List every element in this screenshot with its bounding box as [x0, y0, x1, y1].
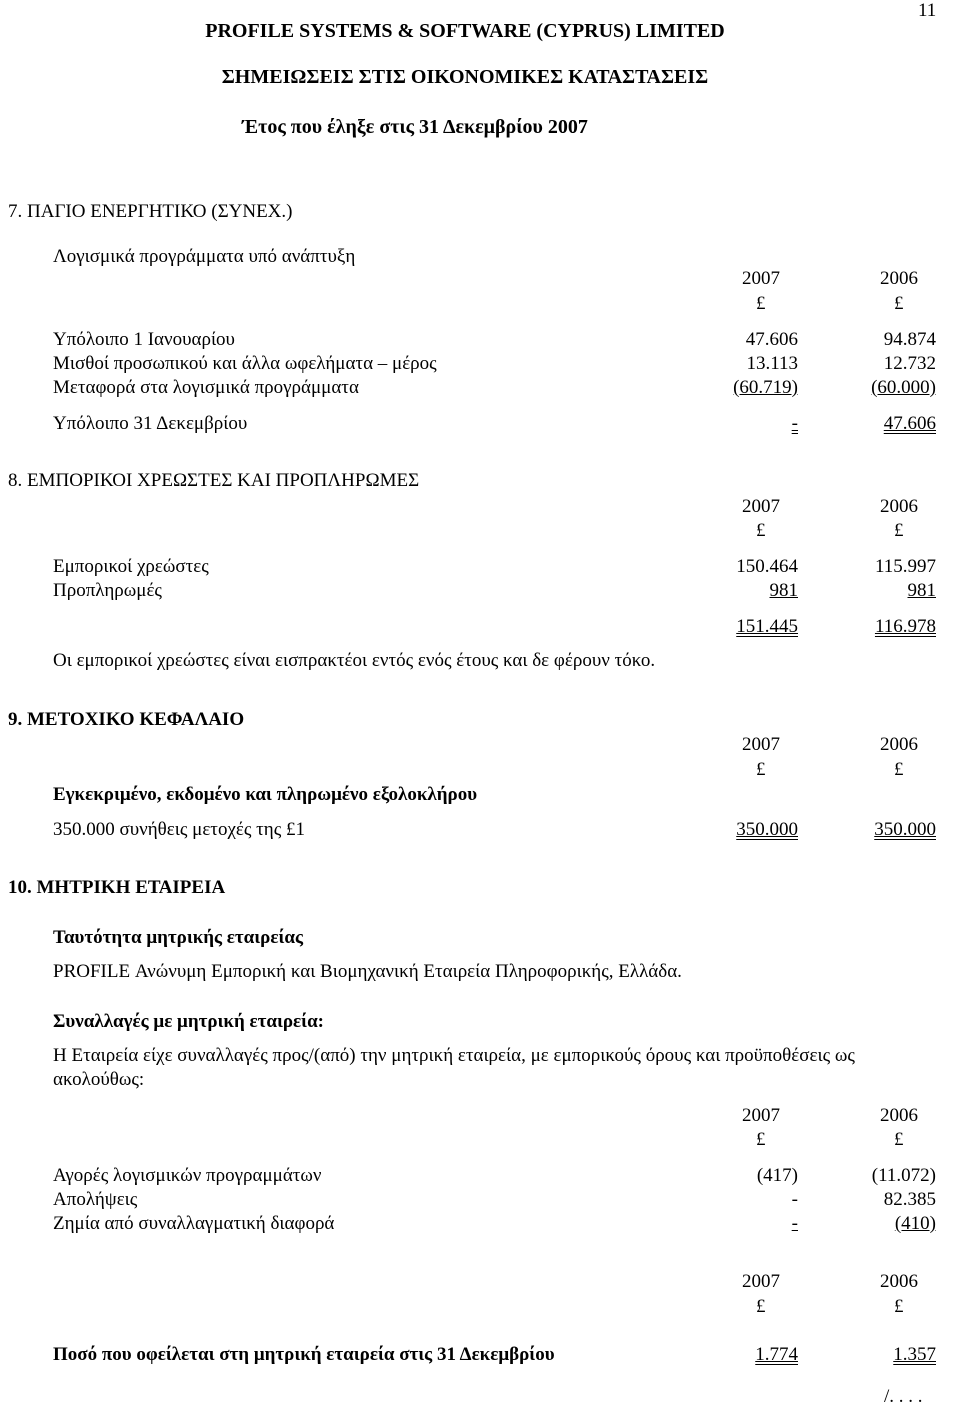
note7-year-2007: 2007 — [742, 268, 780, 289]
document-title: ΣΗΜΕΙΩΣΕΙΣ ΣΤΙΣ ΟΙΚΟΝΟΜΙΚΕΣ ΚΑΤΑΣΤΑΣΕΙΣ — [221, 66, 709, 88]
note9-heading: 9. ΜΕΤΟΧΙΚΟ ΚΕΦΑΛΑΙΟ — [8, 709, 245, 730]
note8-heading: 8. ΕΜΠΟΡΙΚΟΙ ΧΡΕΩΣΤΕΣ ΚΑΙ ΠΡΟΠΛΗΡΩΜΕΣ — [8, 470, 420, 491]
note7-row-label: Μισθοί προσωπικού και άλλα ωφελήματα – μέρος — [53, 353, 437, 374]
note8-row-2006: 115.997 — [874, 556, 936, 577]
company-name: PROFILE SYSTEMS & SOFTWARE (CYPRUS) LIMITED — [205, 20, 725, 42]
note10-row-2006: (11.072) — [871, 1165, 936, 1186]
note10-owed-currency-2007: £ — [756, 1296, 766, 1317]
note10-owed-year-2007: 2007 — [742, 1271, 780, 1292]
note8-row-label: Εμπορικοί χρεώστες — [53, 556, 209, 577]
note7-closing-label: Υπόλοιπο 31 Δεκεμβρίου — [53, 413, 248, 434]
note10-transactions-heading: Συναλλαγές με μητρική εταιρεία: — [53, 1011, 325, 1032]
note10-transactions-text-cont: ακολούθως: — [53, 1069, 145, 1090]
note9-subheading: Εγκεκριμένο, εκδομένο και πληρωμένο εξολοκλήρου — [53, 784, 478, 805]
note7-row-2006: 94.874 — [883, 329, 936, 350]
note10-year-2007: 2007 — [742, 1105, 780, 1126]
note8-year-2007: 2007 — [742, 496, 780, 517]
note7-currency-2007: £ — [756, 293, 766, 314]
note7-year-2006: 2006 — [880, 268, 918, 289]
note7-row-label: Μεταφορά στα λογισμικά προγράμματα — [53, 377, 359, 398]
note10-row-label: Αγορές λογισμικών προγραμμάτων — [53, 1165, 322, 1186]
note10-owed-year-2006: 2006 — [880, 1271, 918, 1292]
note10-row-2007: - — [791, 1213, 798, 1234]
note10-currency-2006: £ — [894, 1129, 904, 1150]
note10-row-2006: 82.385 — [883, 1189, 936, 1210]
note7-subheading: Λογισμικά προγράμματα υπό ανάπτυξη — [53, 246, 356, 267]
note8-year-2006: 2006 — [880, 496, 918, 517]
note9-row-2006: 350.000 — [874, 819, 936, 840]
note10-row-label: Απολήψεις — [53, 1189, 138, 1210]
note10-row-2007: (417) — [756, 1165, 798, 1186]
note8-total-2007: 151.445 — [736, 616, 798, 637]
note10-owed-2006: 1.357 — [893, 1344, 936, 1365]
note8-row-2007: 150.464 — [736, 556, 798, 577]
note10-owed-label: Ποσό που οφείλεται στη μητρική εταιρεία στις 31 Δεκεμβρίου — [53, 1344, 555, 1365]
note9-currency-2006: £ — [894, 759, 904, 780]
note10-owed-currency-2006: £ — [894, 1296, 904, 1317]
note10-transactions-text: Η Εταιρεία είχε συναλλαγές προς/(από) την μητρική εταιρεία, με εμπορικούς όρους και προϋποθέσεις ως — [53, 1045, 855, 1066]
note10-row-2007: - — [791, 1189, 798, 1210]
note9-year-2007: 2007 — [742, 734, 780, 755]
note10-year-2006: 2006 — [880, 1105, 918, 1126]
note7-row-label: Υπόλοιπο 1 Ιανουαρίου — [53, 329, 235, 350]
note8-row-label: Προπληρωμές — [53, 580, 162, 601]
note7-row-2006: 12.732 — [883, 353, 936, 374]
note9-year-2006: 2006 — [880, 734, 918, 755]
note7-row-2007: 13.113 — [746, 353, 798, 374]
note7-closing-2006: 47.606 — [883, 413, 936, 434]
note10-row-label: Ζημία από συναλλαγματική διαφορά — [53, 1213, 335, 1234]
note10-owed-2007: 1.774 — [755, 1344, 798, 1365]
note7-row-2007: 47.606 — [745, 329, 798, 350]
note7-row-2007: (60.719) — [733, 377, 798, 398]
note9-currency-2007: £ — [756, 759, 766, 780]
note8-currency-2006: £ — [894, 520, 904, 541]
note7-heading: 7. ΠΑΓΙΟ ΕΝΕΡΓΗΤΙΚΟ (ΣΥΝΕΧ.) — [8, 201, 293, 222]
note8-total-2006: 116.978 — [874, 616, 936, 637]
note7-currency-2006: £ — [894, 293, 904, 314]
note8-row-2007: 981 — [769, 580, 798, 601]
page-number: 11 — [918, 0, 937, 21]
note8-row-2006: 981 — [907, 580, 936, 601]
period-subtitle: Έτος που έληξε στις 31 Δεκεμβρίου 2007 — [242, 116, 588, 138]
note8-currency-2007: £ — [756, 520, 766, 541]
note7-closing-2007: - — [791, 413, 798, 434]
note10-row-2006: (410) — [894, 1213, 936, 1234]
note10-identity-heading: Ταυτότητα μητρικής εταιρείας — [53, 927, 303, 948]
note10-identity-text: PROFILE Ανώνυμη Εμπορική και Βιομηχανική Εταιρεία Πληροφορικής, Ελλάδα. — [53, 961, 682, 982]
note10-heading: 10. ΜΗΤΡΙΚΗ ΕΤΑΙΡΕΙΑ — [8, 877, 226, 898]
continuation-mark: /. . . . — [884, 1386, 923, 1407]
note7-row-2006: (60.000) — [871, 377, 936, 398]
note10-currency-2007: £ — [756, 1129, 766, 1150]
note9-row-2007: 350.000 — [736, 819, 798, 840]
note9-row-label: 350.000 συνήθεις μετοχές της £1 — [53, 819, 305, 840]
note8-footnote: Οι εμπορικοί χρεώστες είναι εισπρακτέοι εντός ενός έτους και δε φέρουν τόκο. — [53, 650, 656, 671]
